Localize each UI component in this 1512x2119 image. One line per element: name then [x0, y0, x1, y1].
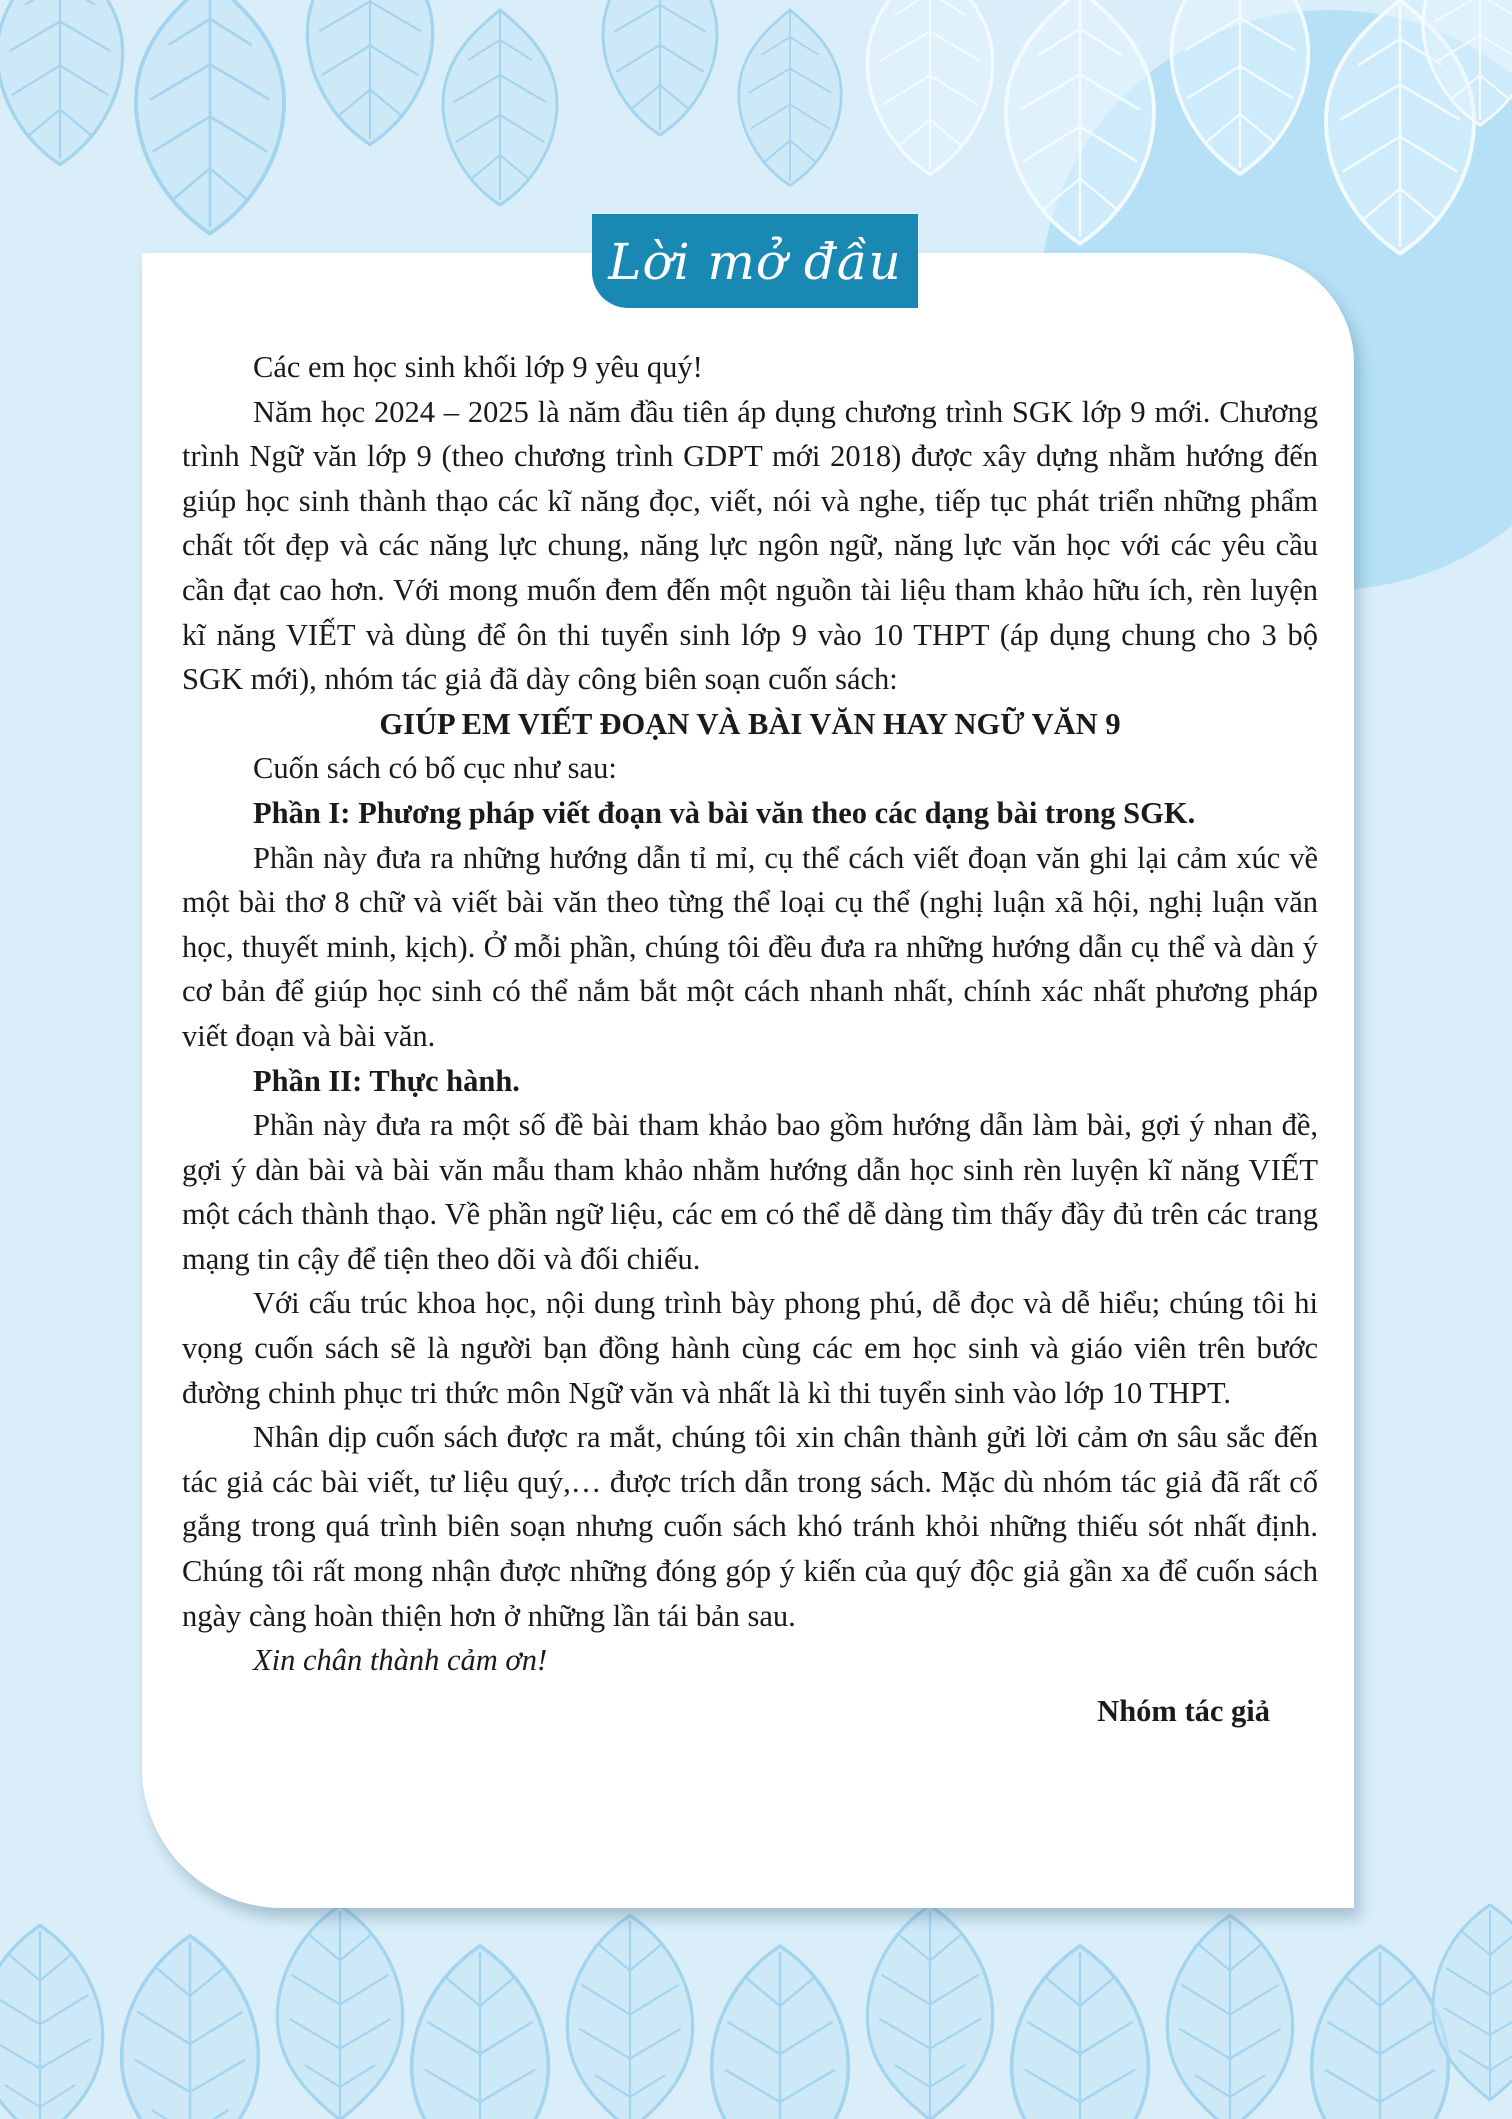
part2-body: Phần này đưa ra một số đề bài tham khảo bao gồm hướng dẫn làm bài, gợi ý nhan đề, gợi ý dàn bài và bài văn mẫu tham khảo nhằm hướng dẫn học sinh rèn luyện kĩ năng VIẾT một cách thành thạo. Về phần ngữ liệu, các em có thể dễ dàng tìm thấy đầy đủ trên các trang mạng tin cậy để tiện theo dõi và đối chiếu.	[182, 1108, 1318, 1276]
closing-line: Xin chân thành cảm ơn!	[253, 1643, 548, 1678]
page-title: Lời mở đầu	[592, 214, 918, 308]
thanks-paragraph: Nhân dịp cuốn sách được ra mắt, chúng tôi xin chân thành gửi lời cảm ơn sâu sắc đến tác giả các bài viết, tư liệu quý,… được trích dẫn trong sách. Mặc dù nhóm tác giả đã rất cố gắng trong quá trình biên soạn nhưng cuốn sách khó tránh khỏi những thiếu sót nhất định. Chúng tôi rất mong nhận được những đóng góp ý kiến của quý độc giả gần xa để cuốn sách ngày càng hoàn thiện hơn ở những lần tái bản sau.	[182, 1420, 1318, 1633]
book-title: GIÚP EM VIẾT ĐOẠN VÀ BÀI VĂN HAY NGỮ VĂN 9	[379, 706, 1121, 741]
hope-paragraph: Với cấu trúc khoa học, nội dung trình bày phong phú, dễ đọc và dễ hiểu; chúng tôi hi vọng cuốn sách sẽ là người bạn đồng hành cùng các em học sinh và giáo viên trên bước đường chinh phục tri thức môn Ngữ văn và nhất là kì thi tuyển sinh vào lớp 10 THPT.	[182, 1286, 1318, 1410]
part1-heading: Phần I: Phương pháp viết đoạn và bài văn theo các dạng bài trong SGK.	[253, 795, 1196, 830]
intro-paragraph: Năm học 2024 – 2025 là năm đầu tiên áp dụng chương trình SGK lớp 9 mới. Chương trình Ngữ văn lớp 9 (theo chương trình GDPT mới 2018) được xây dựng nhằm hướng đến giúp học sinh thành thạo các kĩ năng đọc, viết, nói và nghe, tiếp tục phát triển những phẩm chất tốt đẹp và các năng lực chung, năng lực ngôn ngữ, năng lực văn học với các yêu cầu cần đạt cao hơn. Với mong muốn đem đến một nguồn tài liệu tham khảo hữu ích, rèn luyện kĩ năng VIẾT và dùng để ôn thi tuyển sinh lớp 9 vào 10 THPT (áp dụng chung cho 3 bộ SGK mới), nhóm tác giả đã dày công biên soạn cuốn sách:	[182, 394, 1318, 697]
greeting-paragraph: Các em học sinh khối lớp 9 yêu quý!	[253, 350, 703, 384]
part1-body: Phần này đưa ra những hướng dẫn tỉ mỉ, cụ thể cách viết đoạn văn ghi lại cảm xúc về một bài thơ 8 chữ và viết bài văn theo từng thể loại cụ thể (nghị luận xã hội, nghị luận văn học, thuyết minh, kịch). Ở mỗi phần, chúng tôi đều đưa ra những hướng dẫn cụ thể và dàn ý cơ bản để giúp học sinh có thể nắm bắt một cách nhanh nhất, chính xác nhất phương pháp viết đoạn và bài văn.	[182, 840, 1318, 1053]
preface-body	[182, 345, 1318, 1733]
part2-heading: Phần II: Thực hành.	[253, 1063, 520, 1098]
structure-intro: Cuốn sách có bố cục như sau:	[253, 751, 617, 786]
signature: Nhóm tác giả	[1097, 1693, 1270, 1728]
